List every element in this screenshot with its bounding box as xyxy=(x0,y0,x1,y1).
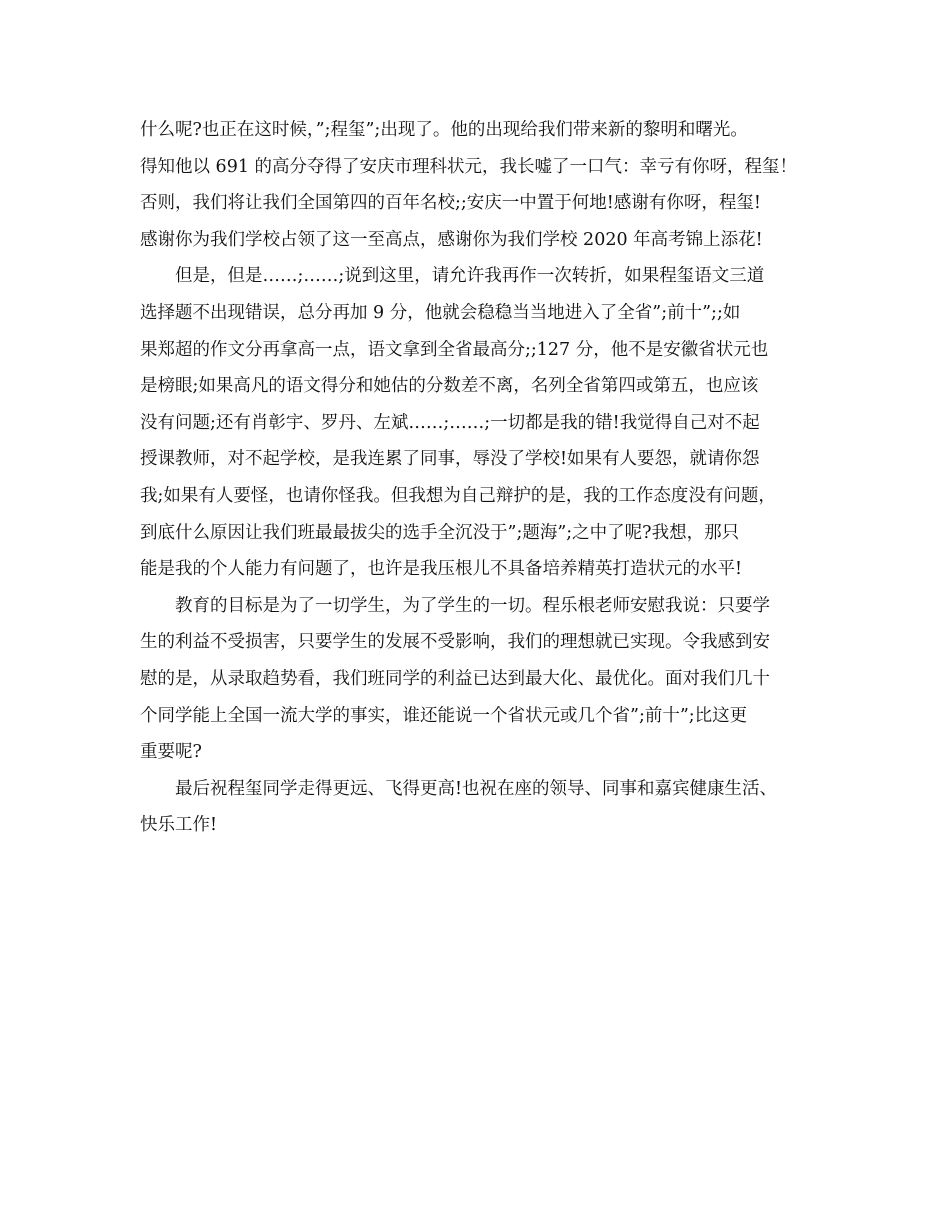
paragraph-line: 慰的是，从录取趋势看，我们班同学的利益已达到最大化、最优化。面对我们几十 xyxy=(140,668,770,689)
paragraph-line: 但是，但是……;……;说到这里，请允许我再作一次转折，如果程玺语文三道 xyxy=(175,266,765,287)
paragraph-line: 教育的目标是为了一切学生，为了学生的一切。程乐根老师安慰我说：只要学 xyxy=(175,595,770,616)
paragraph-line: 感谢你为我们学校占领了这一至高点，感谢你为我们学校 2020 年高考锦上添花! xyxy=(140,229,763,250)
paragraph-line: 什么呢?也正在这时候，”;程玺”;出现了。他的出现给我们带来新的黎明和曙光。 xyxy=(140,120,748,140)
paragraph-line: 果郑超的作文分再拿高一点，语文拿到全省最高分;;127 分，他不是安徽省状元也 xyxy=(140,339,769,360)
paragraph-4 xyxy=(140,771,830,844)
paragraph-line: 我;如果有人要怪，也请你怪我。但我想为自己辩护的是，我的工作态度没有问题， xyxy=(140,485,776,506)
paragraph-line: 否则，我们将让我们全国第四的百年名校;;安庆一中置于何地!感谢有你呀，程玺! xyxy=(140,193,761,214)
paragraph-line: 是榜眼;如果高凡的语文得分和她估的分数差不离，名列全省第四或第五，也应该 xyxy=(140,376,759,397)
paragraph-line: 重要呢? xyxy=(140,742,202,763)
paragraph-line: 生的利益不受损害，只要学生的发展不受影响，我们的理想就已实现。令我感到安 xyxy=(140,632,770,653)
paragraph-line: 个同学能上全国一流大学的事实，谁还能说一个省状元或几个省”;前十”;比这更 xyxy=(140,705,748,726)
paragraph-line: 得知他以 691 的高分夺得了安庆市理科状元，我长嘘了一口气：幸亏有你呀，程玺！ xyxy=(140,156,798,177)
paragraph-line: 能是我的个人能力有问题了，也许是我压根儿不具备培养精英打造状元的水平! xyxy=(140,559,743,580)
paragraph-3 xyxy=(140,588,830,771)
paragraph-1 xyxy=(140,112,830,258)
paragraph-2 xyxy=(140,258,830,587)
paragraph-line: 快乐工作! xyxy=(140,815,218,836)
paragraph-line: 授课教师，对不起学校，是我连累了同事，辱没了学校!如果有人要怨，就请你怨 xyxy=(140,449,760,470)
paragraph-line: 选择题不出现错误，总分再加 9 分，他就会稳稳当当地进入了全省”;前十”;;如 xyxy=(140,302,741,323)
document-body xyxy=(140,112,830,844)
paragraph-line: 最后祝程玺同学走得更远、飞得更高!也祝在座的领导、同事和嘉宾健康生活、 xyxy=(175,778,778,799)
paragraph-line: 没有问题;还有肖彰宇、罗丹、左斌……;……;一切都是我的错!我觉得自己对不起 xyxy=(140,412,760,433)
paragraph-line: 到底什么原因让我们班最最拔尖的选手全沉没于”;题海”;之中了呢?我想，那只 xyxy=(140,522,740,543)
